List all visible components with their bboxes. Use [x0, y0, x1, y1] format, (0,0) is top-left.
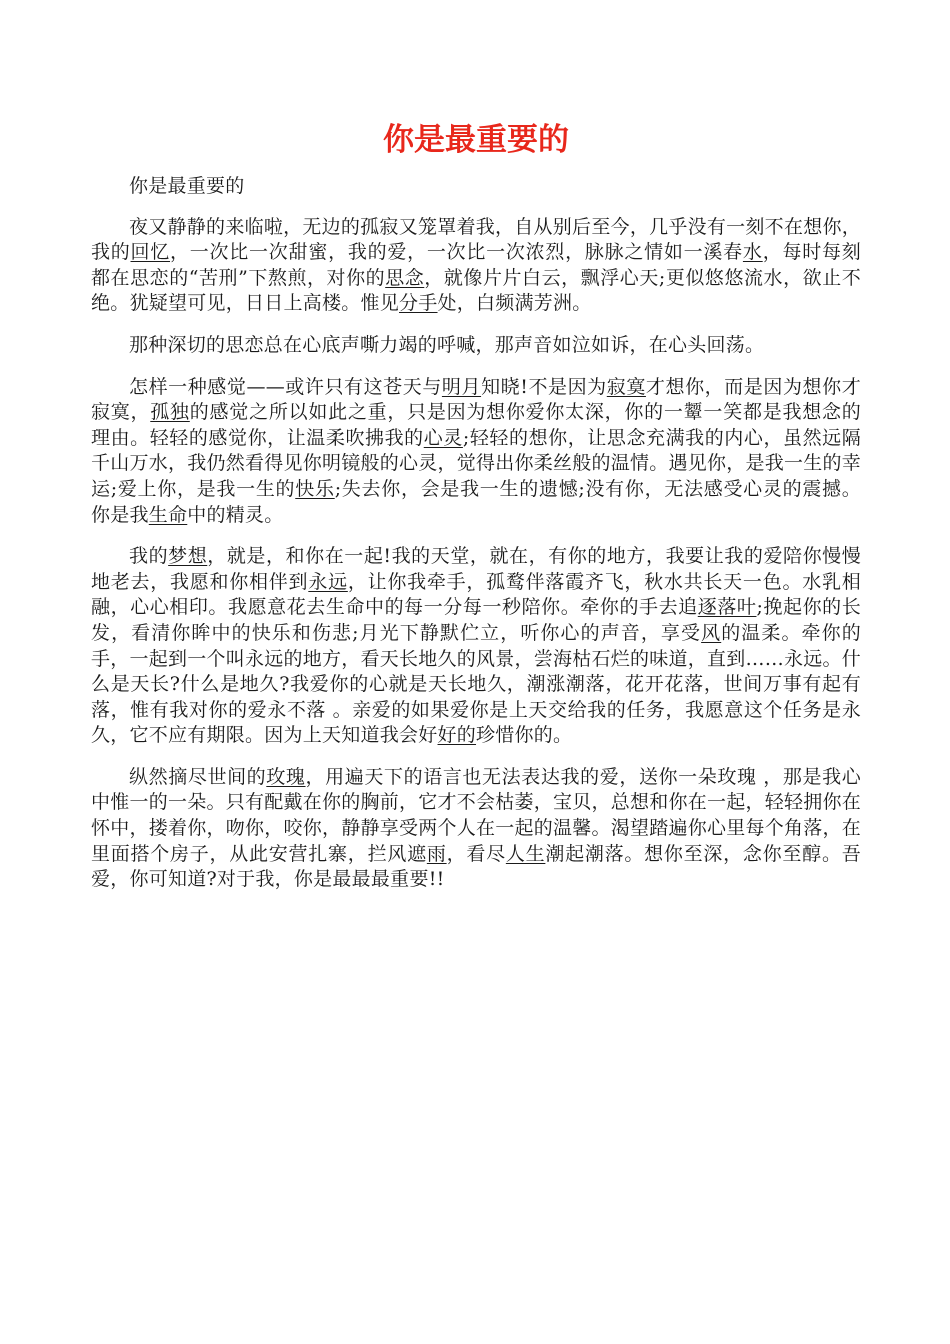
- underlined-keyword: 好的: [437, 724, 477, 747]
- text-run: ，让你我牵手，孤鹜伴落霞齐飞，秋水共长天一色。水乳相融，心心相印。我愿意花去生命中的每一分每一秒陪你。牵你的手去追: [91, 570, 861, 619]
- underlined-keyword: 雨: [426, 842, 447, 865]
- text-run: 的温柔。牵你的手，一起到一个叫永远的地方，看天长地久的风景，尝海枯石烂的味道，直到……永远。什么是天长?什么是地久?我爱你的心就是天长地久，潮涨潮落，花开花落，世间万事有起有落，惟有我对你的爱永不落 。亲爱的如果爱你是上天交给我的任务，我愿意这个任务是永久，它不应有期限。因为上天知道我会好: [91, 621, 862, 747]
- text-run: 那种深切的思恋总在心底声嘶力竭的呼喊，那声音如泣如诉，在心头回荡。: [129, 333, 765, 356]
- underlined-keyword: 明月: [441, 375, 482, 398]
- text-run: 纵然摘尽世间的: [129, 765, 267, 788]
- document-body: [91, 174, 861, 909]
- text-run: 你是最重要的: [129, 175, 245, 197]
- text-run: 的感觉之所以如此之重，只是因为想你爱你太深，你的一颦一笑都是我想念的理由。轻轻的感觉你，让温柔吹拂我的: [91, 401, 861, 449]
- underlined-keyword: 回忆: [130, 241, 171, 264]
- text-run: 处，白频满芳洲。: [437, 292, 592, 315]
- text-run: 珍惜你的。: [476, 724, 573, 747]
- text-run: ，一次比一次甜蜜，我的爱，一次比一次浓烈，脉脉之情如一溪春: [170, 241, 743, 264]
- underlined-keyword: 水: [742, 241, 763, 264]
- body-paragraph: [91, 544, 861, 749]
- text-run: ，每时每刻都在思恋的“苦刑”下熬煎，对你的: [91, 241, 861, 289]
- text-run: ，就像片片白云，飘浮心天;更似悠悠流水，欲止不绝。犹疑望可见，日日上高楼。惟见: [91, 266, 861, 315]
- body-paragraph: [91, 375, 861, 529]
- underlined-keyword: 梦想: [168, 545, 208, 568]
- underlined-keyword: 孤独: [150, 401, 190, 424]
- text-run: ;挽起你的长发，看清你眸中的快乐和伤悲;月光下静默伫立，听你心的声音，享受: [91, 596, 861, 644]
- underlined-keyword: 逐落叶: [697, 596, 757, 619]
- text-run: 怎样一种感觉——或许只有这苍天与: [129, 375, 442, 398]
- underlined-keyword: 生命: [148, 503, 188, 526]
- underlined-keyword: 分手: [399, 292, 438, 315]
- underlined-keyword: 思念: [385, 266, 425, 289]
- text-run: ，看尽: [446, 842, 506, 865]
- underlined-keyword: 寂寞: [606, 375, 646, 398]
- body-paragraph: [91, 215, 861, 317]
- underlined-keyword: 人生: [505, 842, 546, 865]
- text-run: 才想你，而是因为想你才寂寞，: [91, 375, 861, 424]
- underlined-keyword: 玫瑰: [266, 765, 306, 788]
- text-run: ;失去你，会是我一生的遗憾;没有你，无法感受心灵的震撼。你是我: [91, 477, 861, 526]
- text-run: ;轻轻的想你，让思念充满我的内心，虽然远隔千山万水，我仍然看得见你明镜般的心灵，觉得出你柔丝般的温情。遇见你，是我一生的幸运;爱上你，是我一生的: [91, 426, 862, 500]
- underlined-keyword: 永远: [308, 570, 348, 593]
- text-run: 夜又静静的来临啦，无边的孤寂又笼罩着我，自从别后至今，几乎没有一刻不在想你，我的: [91, 215, 861, 264]
- underlined-keyword: 快乐: [295, 477, 335, 500]
- underlined-keyword: 心灵: [423, 426, 463, 449]
- text-run: 知晓!不是因为: [481, 375, 607, 398]
- text-run: 中的精灵。: [187, 503, 284, 526]
- body-paragraph: [91, 333, 861, 359]
- underlined-keyword: 风: [701, 621, 722, 644]
- document-title: 你是最重要的: [383, 122, 569, 158]
- lead-line: [91, 174, 861, 200]
- text-run: ，用遍天下的语言也无法表达我的爱，送你一朵玫瑰 ，那是我心中惟一的一朵。只有配戴在你的胸前，它才不会枯萎，宝贝，总想和你在一起，轻轻拥你在怀中，搂着你，吻你，咬你，静静享受两个人在一起的温馨。渴望踏遍你心里每个角落，在里面搭个房子，从此安营扎寨，拦风遮: [91, 765, 862, 865]
- text-run: 潮起潮落。想你至深，念你至醇。吾爱，你可知道?对于我，你是最最最重要!!: [91, 842, 861, 891]
- text-run: ，就是，和你在一起!我的天堂，就在，有你的地方，我要让我的爱陪你慢慢地老去，我愿和你相伴到: [91, 545, 861, 593]
- body-paragraph: [91, 765, 861, 893]
- text-run: 我的: [129, 545, 169, 568]
